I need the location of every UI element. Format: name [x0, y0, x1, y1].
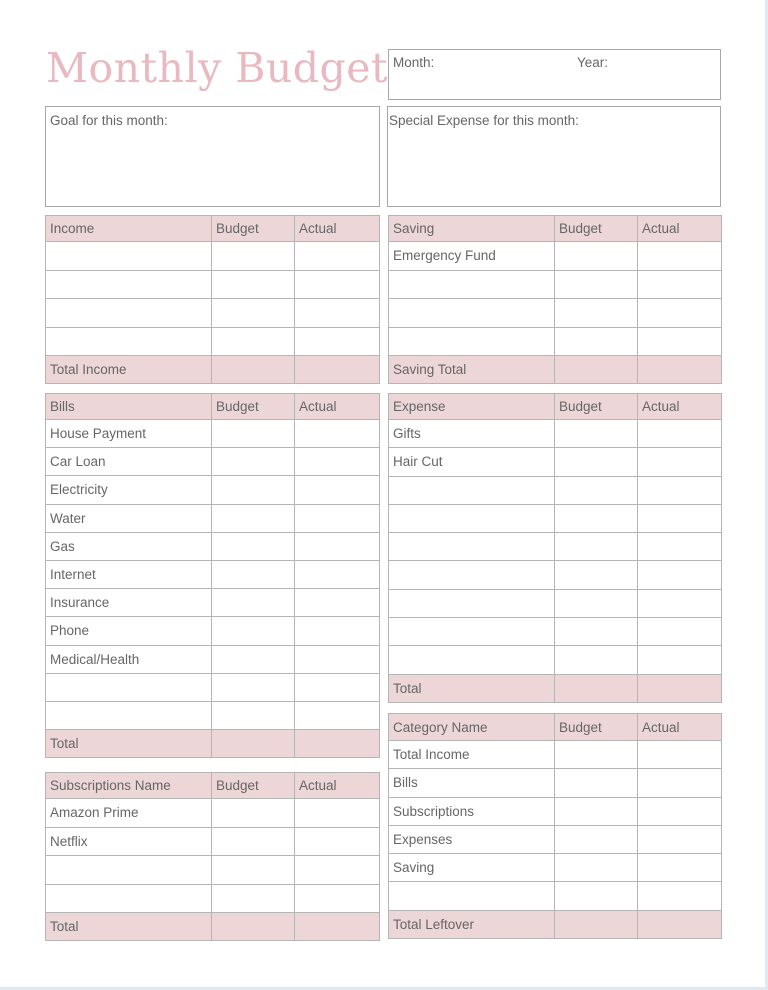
table-row: [389, 825, 722, 853]
row-label[interactable]: [46, 242, 212, 271]
saving-table: [388, 215, 722, 384]
budget-cell[interactable]: [212, 420, 295, 448]
row-label[interactable]: Bills: [389, 769, 555, 797]
budget-cell[interactable]: [212, 242, 295, 271]
row-label[interactable]: [389, 327, 555, 356]
subscriptions-table: [45, 772, 380, 941]
table-row: [46, 299, 380, 328]
table-row: [46, 645, 380, 673]
column-header: Actual: [638, 714, 722, 741]
summary-table: [388, 713, 722, 939]
total-budget-cell[interactable]: [212, 913, 295, 941]
row-label[interactable]: Gifts: [389, 420, 555, 448]
row-label[interactable]: Netflix: [46, 827, 212, 856]
table-row: [389, 504, 722, 532]
actual-cell[interactable]: [295, 420, 380, 448]
row-label[interactable]: Internet: [46, 560, 212, 588]
total-label: Saving Total: [389, 356, 555, 384]
table-row: [46, 673, 380, 701]
column-header: Saving: [389, 216, 555, 242]
budget-cell[interactable]: [212, 560, 295, 588]
column-header: Income: [46, 216, 212, 242]
budget-cell[interactable]: [555, 646, 638, 674]
month-label: Month:: [393, 55, 435, 70]
table-row: [46, 827, 380, 856]
budget-cell[interactable]: [555, 882, 638, 910]
budget-cell[interactable]: [555, 420, 638, 448]
actual-cell[interactable]: [295, 589, 380, 617]
table-row: [46, 270, 380, 299]
page-title: Monthly Budget: [46, 44, 389, 92]
row-label[interactable]: [46, 856, 212, 885]
table-row: [389, 327, 722, 356]
table-header-row: [389, 216, 722, 242]
actual-cell[interactable]: [638, 242, 722, 271]
table-header-row: [46, 216, 380, 242]
table-row: [46, 589, 380, 617]
budget-cell[interactable]: [555, 504, 638, 532]
table-row: [389, 618, 722, 646]
row-label[interactable]: [389, 618, 555, 646]
row-label[interactable]: Subscriptions: [389, 797, 555, 825]
budget-cell[interactable]: [212, 827, 295, 856]
actual-cell[interactable]: [638, 533, 722, 561]
actual-cell[interactable]: [638, 504, 722, 532]
budget-cell[interactable]: [212, 504, 295, 532]
column-header: Budget: [212, 216, 295, 242]
table-row: [389, 448, 722, 476]
row-label[interactable]: [46, 327, 212, 356]
row-label[interactable]: [46, 270, 212, 299]
column-header: Expense: [389, 394, 555, 420]
budget-cell[interactable]: [555, 589, 638, 617]
column-header: Category Name: [389, 714, 555, 741]
table-header-row: [389, 714, 722, 741]
table-row: [389, 646, 722, 674]
actual-cell[interactable]: [638, 797, 722, 825]
row-label[interactable]: Electricity: [46, 476, 212, 504]
row-label[interactable]: [389, 646, 555, 674]
budget-cell[interactable]: [555, 242, 638, 271]
row-label[interactable]: [389, 476, 555, 504]
total-budget-cell[interactable]: [555, 356, 638, 384]
budget-cell[interactable]: [555, 533, 638, 561]
budget-cell[interactable]: [212, 884, 295, 913]
actual-cell[interactable]: [638, 882, 722, 910]
total-budget-cell[interactable]: [212, 730, 295, 758]
budget-cell[interactable]: [212, 799, 295, 828]
budget-cell[interactable]: [212, 448, 295, 476]
row-label[interactable]: Emergency Fund: [389, 242, 555, 271]
column-header: Subscriptions Name: [46, 773, 212, 799]
column-header: Actual: [295, 394, 380, 420]
table-row: [389, 242, 722, 271]
table-row: [46, 856, 380, 885]
actual-cell[interactable]: [295, 532, 380, 560]
row-label[interactable]: [389, 882, 555, 910]
budget-cell[interactable]: [555, 854, 638, 882]
row-label[interactable]: [389, 299, 555, 328]
table-row: [46, 504, 380, 532]
total-label: Total: [389, 674, 555, 702]
actual-cell[interactable]: [295, 270, 380, 299]
actual-cell[interactable]: [295, 645, 380, 673]
budget-cell[interactable]: [555, 270, 638, 299]
row-label[interactable]: [389, 270, 555, 299]
budget-cell[interactable]: [212, 299, 295, 328]
table-row: [46, 476, 380, 504]
table-row: [389, 270, 722, 299]
actual-cell[interactable]: [638, 299, 722, 328]
budget-cell[interactable]: [212, 327, 295, 356]
actual-cell[interactable]: [638, 476, 722, 504]
month-year-box[interactable]: [388, 49, 721, 100]
actual-cell[interactable]: [295, 299, 380, 328]
table-header-row: [46, 773, 380, 799]
actual-cell[interactable]: [295, 701, 380, 729]
actual-cell[interactable]: [295, 827, 380, 856]
column-header: Budget: [555, 216, 638, 242]
actual-cell[interactable]: [295, 799, 380, 828]
row-label[interactable]: Total Income: [389, 741, 555, 769]
actual-cell[interactable]: [295, 673, 380, 701]
budget-cell[interactable]: [555, 825, 638, 853]
budget-cell[interactable]: [555, 741, 638, 769]
total-label: Total: [46, 730, 212, 758]
total-budget-cell[interactable]: [555, 910, 638, 938]
total-actual-cell[interactable]: [638, 910, 722, 938]
table-row: [389, 476, 722, 504]
row-label[interactable]: Expenses: [389, 825, 555, 853]
row-label[interactable]: Phone: [46, 617, 212, 645]
actual-cell[interactable]: [295, 327, 380, 356]
total-row: [389, 356, 722, 384]
total-row: [389, 674, 722, 702]
total-label: Total: [46, 913, 212, 941]
budget-cell[interactable]: [555, 476, 638, 504]
column-header: Actual: [295, 216, 380, 242]
actual-cell[interactable]: [295, 448, 380, 476]
table-row: [389, 854, 722, 882]
budget-cell[interactable]: [212, 532, 295, 560]
budget-cell[interactable]: [212, 270, 295, 299]
expense-table: [388, 393, 722, 703]
budget-cell[interactable]: [555, 561, 638, 589]
budget-cell[interactable]: [555, 327, 638, 356]
table-row: [46, 617, 380, 645]
actual-cell[interactable]: [638, 327, 722, 356]
actual-cell[interactable]: [638, 618, 722, 646]
total-row: [46, 913, 380, 941]
column-header: Budget: [212, 773, 295, 799]
total-actual-cell[interactable]: [295, 356, 380, 384]
table-row: [46, 242, 380, 271]
row-label[interactable]: House Payment: [46, 420, 212, 448]
budget-cell[interactable]: [212, 589, 295, 617]
income-table: [45, 215, 380, 384]
total-actual-cell[interactable]: [638, 674, 722, 702]
row-label[interactable]: [389, 533, 555, 561]
actual-cell[interactable]: [638, 741, 722, 769]
row-label[interactable]: [389, 589, 555, 617]
table-header-row: [389, 394, 722, 420]
table-row: [389, 533, 722, 561]
row-label[interactable]: Insurance: [46, 589, 212, 617]
special-expense-label: Special Expense for this month:: [389, 113, 579, 128]
total-row: [389, 910, 722, 938]
budget-cell[interactable]: [212, 645, 295, 673]
column-header: Actual: [638, 216, 722, 242]
column-header: Budget: [555, 394, 638, 420]
goal-label: Goal for this month:: [50, 113, 168, 128]
table-row: [46, 701, 380, 729]
table-header-row: [46, 394, 380, 420]
table-row: [389, 769, 722, 797]
budget-cell[interactable]: [555, 299, 638, 328]
actual-cell[interactable]: [638, 646, 722, 674]
actual-cell[interactable]: [295, 856, 380, 885]
actual-cell[interactable]: [638, 769, 722, 797]
bills-table: [45, 393, 380, 758]
row-label[interactable]: [389, 561, 555, 589]
actual-cell[interactable]: [638, 561, 722, 589]
total-label: Total Income: [46, 356, 212, 384]
actual-cell[interactable]: [638, 825, 722, 853]
total-actual-cell[interactable]: [295, 730, 380, 758]
actual-cell[interactable]: [638, 270, 722, 299]
total-row: [46, 356, 380, 384]
budget-cell[interactable]: [212, 476, 295, 504]
total-actual-cell[interactable]: [638, 356, 722, 384]
year-label: Year:: [577, 55, 609, 70]
total-actual-cell[interactable]: [295, 913, 380, 941]
budget-cell[interactable]: [555, 769, 638, 797]
budget-cell[interactable]: [555, 618, 638, 646]
column-header: Bills: [46, 394, 212, 420]
total-budget-cell[interactable]: [212, 356, 295, 384]
total-budget-cell[interactable]: [555, 674, 638, 702]
row-label[interactable]: [46, 701, 212, 729]
actual-cell[interactable]: [295, 617, 380, 645]
total-label: Total Leftover: [389, 910, 555, 938]
budget-cell[interactable]: [555, 448, 638, 476]
actual-cell[interactable]: [295, 242, 380, 271]
row-label[interactable]: Saving: [389, 854, 555, 882]
total-row: [46, 730, 380, 758]
table-row: [389, 797, 722, 825]
table-row: [389, 882, 722, 910]
column-header: Actual: [638, 394, 722, 420]
budget-cell[interactable]: [212, 673, 295, 701]
row-label[interactable]: Car Loan: [46, 448, 212, 476]
table-row: [46, 327, 380, 356]
table-row: [389, 420, 722, 448]
row-label[interactable]: Medical/Health: [46, 645, 212, 673]
budget-cell[interactable]: [212, 856, 295, 885]
actual-cell[interactable]: [638, 589, 722, 617]
budget-cell[interactable]: [212, 701, 295, 729]
table-row: [46, 420, 380, 448]
actual-cell[interactable]: [638, 448, 722, 476]
actual-cell[interactable]: [638, 854, 722, 882]
table-row: [389, 741, 722, 769]
table-row: [389, 589, 722, 617]
budget-cell[interactable]: [555, 797, 638, 825]
table-row: [46, 884, 380, 913]
row-label[interactable]: Gas: [46, 532, 212, 560]
actual-cell[interactable]: [295, 504, 380, 532]
actual-cell[interactable]: [295, 476, 380, 504]
table-row: [46, 560, 380, 588]
actual-cell[interactable]: [295, 560, 380, 588]
row-label[interactable]: [46, 299, 212, 328]
actual-cell[interactable]: [638, 420, 722, 448]
row-label[interactable]: Water: [46, 504, 212, 532]
budget-cell[interactable]: [212, 617, 295, 645]
row-label[interactable]: [46, 673, 212, 701]
table-row: [389, 561, 722, 589]
row-label[interactable]: Hair Cut: [389, 448, 555, 476]
row-label[interactable]: Amazon Prime: [46, 799, 212, 828]
column-header: Actual: [295, 773, 380, 799]
actual-cell[interactable]: [295, 884, 380, 913]
row-label[interactable]: [389, 504, 555, 532]
column-header: Budget: [212, 394, 295, 420]
row-label[interactable]: [46, 884, 212, 913]
table-row: [389, 299, 722, 328]
table-row: [46, 448, 380, 476]
column-header: Budget: [555, 714, 638, 741]
table-row: [46, 799, 380, 828]
table-row: [46, 532, 380, 560]
